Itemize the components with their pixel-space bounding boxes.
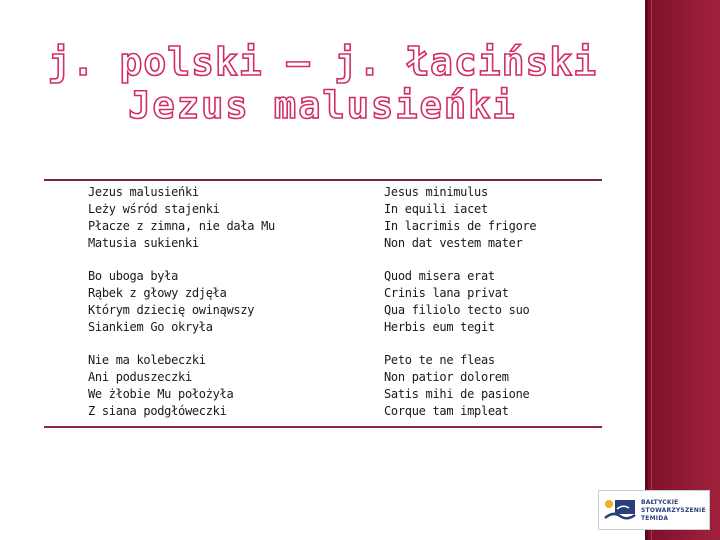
translation-table: [44, 179, 602, 428]
polish-line: Którym dziecię owinąwszy: [88, 303, 255, 317]
baltic-association-logo-icon: [603, 497, 637, 523]
latin-line: Non dat vestem mater: [384, 236, 523, 250]
latin-line: Corque tam impleat: [384, 404, 509, 418]
polish-line: Siankiem Go okryła: [88, 320, 213, 334]
stanza-list: [44, 181, 602, 420]
latin-line: In lacrimis de frigore: [384, 219, 537, 233]
table-bottom-rule: [44, 426, 602, 428]
decorative-side-bar: [645, 0, 720, 540]
latin-line: In equili iacet: [384, 202, 488, 216]
polish-line: Rąbek z głowy zdjęła: [88, 286, 227, 300]
polish-line: Leży wśród stajenki: [88, 202, 220, 216]
stanza-1: [44, 184, 602, 252]
latin-line: Qua filiolo tecto suo: [384, 303, 530, 317]
polish-line: Nie ma kolebeczki: [88, 353, 206, 367]
latin-line: Quod misera erat: [384, 269, 495, 283]
stanza-2: [44, 268, 602, 336]
polish-column: [44, 352, 384, 420]
slide-subtitle: Jezus malusieńki: [128, 84, 517, 127]
latin-line: Peto te ne fleas: [384, 353, 495, 367]
polish-line: Jezus malusieńki: [88, 185, 199, 199]
latin-line: Herbis eum tegit: [384, 320, 495, 334]
latin-line: Satis mihi de pasione: [384, 387, 530, 401]
polish-line: Z siana podgłóweczki: [88, 404, 227, 418]
polish-line: Ani poduszeczki: [88, 370, 192, 384]
organization-logo: [598, 490, 710, 530]
polish-line: Bo uboga była: [88, 269, 179, 283]
polish-line: Płacze z zimna, nie dała Mu: [88, 219, 275, 233]
latin-column: [384, 352, 602, 420]
latin-column: [384, 268, 602, 336]
logo-text: TEMIDA: [641, 515, 669, 522]
side-bar-highlight: [651, 0, 652, 540]
polish-line: Matusia sukienki: [88, 236, 199, 250]
latin-line: Crinis lana privat: [384, 286, 509, 300]
latin-column: [384, 184, 602, 252]
polish-column: [44, 268, 384, 336]
latin-line: Non patior dolorem: [384, 370, 509, 384]
side-bar-edge: [645, 0, 648, 540]
latin-line: Jesus minimulus: [384, 185, 488, 199]
logo-text: STOWARZYSZENIE: [641, 507, 706, 514]
slide-title: j. polski – j. łaciński: [47, 40, 598, 84]
polish-line: We żłobie Mu położyła: [88, 387, 234, 401]
stanza-3: [44, 352, 602, 420]
logo-text: BAŁTYCKIE: [641, 499, 679, 506]
polish-column: [44, 184, 384, 252]
